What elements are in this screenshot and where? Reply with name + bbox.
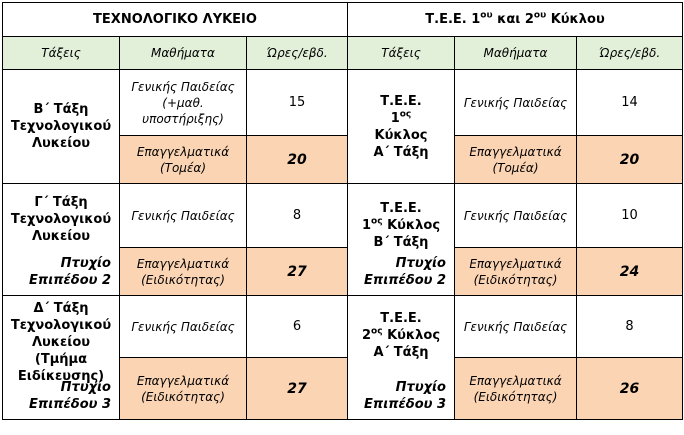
right-section-title: Τ.Ε.Ε. $1^{o\upsilon}$ και $2^{o\upsilon}$ Κύκλου	[348, 3, 683, 37]
comparison-table	[2, 2, 683, 420]
general-hours-cell: 10	[577, 184, 683, 248]
class-label: Τ.Ε.Ε. $1^{o\varsigma}$ Κύκλος Β΄ Τάξη	[361, 201, 441, 250]
vocational-subjects-cell: Επαγγελματικά (Τομέα)	[120, 136, 247, 184]
vocational-hours-cell: 26	[577, 358, 683, 420]
col-header-hours-left: Ώρες/εβδ.	[247, 37, 348, 70]
vocational-subjects-cell: Επαγγελματικά (Τομέα)	[455, 136, 577, 184]
general-hours-cell: 15	[247, 70, 348, 136]
vocational-subjects-cell: Επαγγελματικά (Ειδικότητας)	[455, 248, 577, 296]
vocational-hours-cell: 27	[247, 248, 348, 296]
degree-level-label: Πτυχίο Επιπέδου 2	[29, 256, 111, 288]
vocational-subjects-cell: Επαγγελματικά (Ειδικότητας)	[120, 248, 247, 296]
class-label-cell	[348, 184, 455, 296]
degree-level-label: Πτυχίο Επιπέδου 2	[364, 256, 446, 288]
general-hours-cell: 8	[577, 296, 683, 358]
class-label: Γ΄ Τάξη Τεχνολογικού Λυκείου	[10, 195, 112, 244]
class-label: Τ.Ε.Ε. $1^{o\varsigma}$ Κύκλος Α΄ Τάξη	[373, 93, 429, 160]
general-hours-cell: 8	[247, 184, 348, 248]
general-subjects-cell: Γενικής Παιδείας	[120, 184, 247, 248]
vocational-hours-cell: 20	[577, 136, 683, 184]
degree-level-label: Πτυχίο Επιπέδου 3	[364, 380, 446, 412]
col-header-subjects-right: Μαθήματα	[455, 37, 577, 70]
col-header-classes-left: Τάξεις	[3, 37, 120, 70]
general-subjects-cell: Γενικής Παιδείας	[455, 184, 577, 248]
class-label-cell	[3, 296, 120, 420]
vocational-hours-cell: 24	[577, 248, 683, 296]
vocational-subjects-cell: Επαγγελματικά (Ειδικότητας)	[455, 358, 577, 420]
general-subjects-cell: Γενικής Παιδείας	[120, 296, 247, 358]
class-label: Δ΄ Τάξη Τεχνολογικού Λυκείου (Τμήμα Ειδίκευσης)	[10, 301, 112, 384]
left-section-title: ΤΕΧΝΟΛΟΓΙΚΟ ΛΥΚΕΙΟ	[3, 3, 348, 37]
col-header-classes-right: Τάξεις	[348, 37, 455, 70]
vocational-subjects-cell: Επαγγελματικά (Ειδικότητας)	[120, 358, 247, 420]
class-label: Τ.Ε.Ε. $2^{o\varsigma}$ Κύκλος Α΄ Τάξη	[361, 311, 441, 360]
vocational-hours-cell: 20	[247, 136, 348, 184]
class-label-cell	[3, 70, 120, 184]
general-hours-cell: 6	[247, 296, 348, 358]
col-header-hours-right: Ώρες/εβδ.	[577, 37, 683, 70]
general-hours-cell: 14	[577, 70, 683, 136]
general-subjects-cell: Γενικής Παιδείας	[455, 70, 577, 136]
vocational-hours-cell: 27	[247, 358, 348, 420]
col-header-subjects-left: Μαθήματα	[120, 37, 247, 70]
degree-level-label: Πτυχίο Επιπέδου 3	[29, 380, 111, 412]
class-label-cell	[348, 70, 455, 184]
general-subjects-cell: Γενικής Παιδείας	[455, 296, 577, 358]
class-label-cell	[3, 184, 120, 296]
class-label-cell	[348, 296, 455, 420]
class-label: Β΄ Τάξη Τεχνολογικού Λυκείου	[10, 102, 112, 151]
general-subjects-cell: Γενικής Παιδείας (+μαθ. υποστήριξης)	[120, 70, 247, 136]
